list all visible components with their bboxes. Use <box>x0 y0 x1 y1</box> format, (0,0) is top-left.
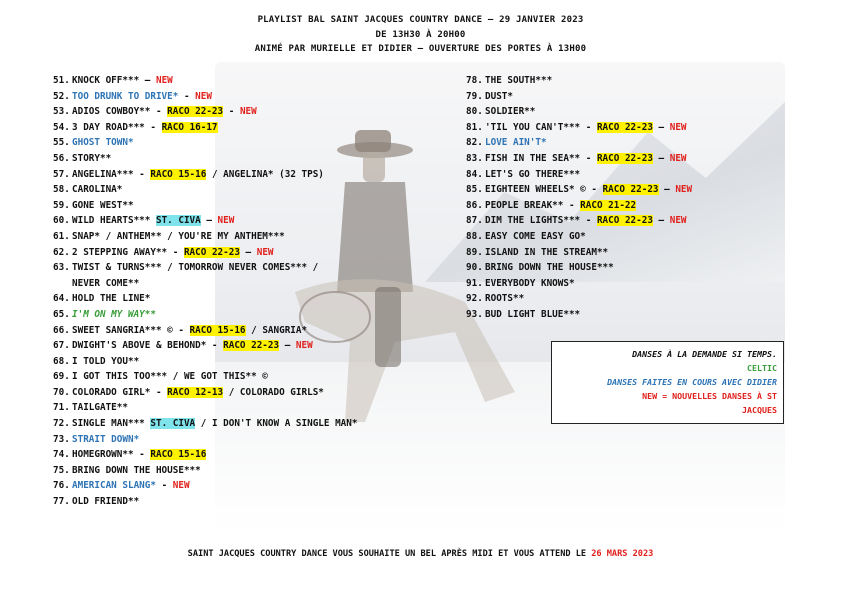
song-text: WILD HEARTS*** <box>72 215 156 227</box>
row-number: 56. <box>53 152 70 164</box>
playlist-row <box>53 307 357 323</box>
playlist-row <box>53 338 357 354</box>
legend-course: DANSES FAITES EN COURS AVEC DIDIER <box>607 377 777 387</box>
song-text: DIM THE LIGHTS*** - <box>485 215 597 227</box>
song-text: – <box>279 340 296 352</box>
song-text: ROOTS** <box>485 293 525 305</box>
club-tag: RACO 15-16 <box>150 449 207 461</box>
row-number: 58. <box>53 184 70 196</box>
club-tag: RACO 16-17 <box>161 121 218 133</box>
song-text: STORY** <box>72 152 112 164</box>
playlist-row <box>466 245 692 261</box>
song-text: / SANGRIA* <box>245 324 308 336</box>
song-text: TOO DRUNK TO DRIVE* <box>72 90 179 102</box>
song-text: LET'S GO THERE*** <box>485 168 581 180</box>
song-text: AMERICAN SLANG* <box>72 480 156 492</box>
playlist-row <box>466 89 692 105</box>
legend-celtic: CELTIC <box>747 363 777 373</box>
new-tag: NEW <box>675 184 693 196</box>
new-tag: NEW <box>217 215 235 227</box>
row-number: 65. <box>53 308 70 320</box>
song-text: – <box>200 215 218 227</box>
playlist-row <box>466 260 692 276</box>
row-number: 93. <box>466 308 483 320</box>
legend-new-cont: JACQUES <box>742 405 777 415</box>
row-number: 62. <box>53 246 70 258</box>
song-text: 'TIL YOU CAN'T*** - <box>485 121 597 133</box>
legend-new: NEW = NOUVELLES DANSES À ST <box>642 391 777 401</box>
row-number: 79. <box>466 90 483 102</box>
song-text: ANGELINA*** - <box>72 168 151 180</box>
footer-text: SAINT JACQUES COUNTRY DANCE VOUS SOUHAITE UN BEL APRÈS MIDI ET VOUS ATTEND LE <box>187 549 592 559</box>
song-text: DWIGHT'S ABOVE & BEHOND* - <box>72 340 224 352</box>
playlist-row <box>466 167 692 183</box>
row-number: 67. <box>53 340 70 352</box>
playlist-row <box>466 135 692 151</box>
club-tag: RACO 22-23 <box>596 152 653 164</box>
row-number: 68. <box>53 355 70 367</box>
song-text: TWIST & TURNS*** / TOMORROW NEVER COMES*** / <box>72 262 319 274</box>
playlist-right-column <box>466 73 692 323</box>
playlist-row <box>53 463 357 479</box>
playlist-row <box>53 494 357 510</box>
playlist-row <box>53 354 357 370</box>
song-text: EIGHTEEN WHEELS* © - <box>485 184 603 196</box>
song-text: HOMEGROWN** - <box>72 449 151 461</box>
club-tag: RACO 12-13 <box>167 386 224 398</box>
row-number: 77. <box>53 496 70 508</box>
row-number: 69. <box>53 371 70 383</box>
song-text: HOLD THE LINE* <box>72 293 151 305</box>
song-text: - <box>223 106 240 118</box>
row-number: 60. <box>53 215 70 227</box>
song-text: OLD FRIEND** <box>72 496 140 508</box>
row-number: 66. <box>53 324 70 336</box>
playlist-row <box>53 89 357 105</box>
row-number: 78. <box>466 75 483 86</box>
playlist-row <box>53 478 357 494</box>
playlist-row <box>53 260 357 276</box>
song-text: – <box>652 152 670 164</box>
playlist-row <box>53 182 357 198</box>
song-text: DUST* <box>485 90 513 102</box>
new-tag: NEW <box>669 215 687 227</box>
club-tag: RACO 22-23 <box>602 184 659 196</box>
row-number: 83. <box>466 152 483 164</box>
song-text: – <box>652 215 670 227</box>
row-number: 89. <box>466 246 483 258</box>
song-text: TAILGATE** <box>72 402 128 414</box>
song-text: – <box>652 121 670 133</box>
row-number: 82. <box>466 137 483 149</box>
song-text: - <box>178 90 196 102</box>
song-text: FISH IN THE SEA** - <box>485 152 597 164</box>
playlist-row <box>53 276 357 292</box>
song-text: EVERYBODY KNOWS* <box>485 277 575 289</box>
club-tag: ST. CIVA <box>150 418 196 430</box>
song-text: I GOT THIS TOO*** / WE GOT THIS** © <box>72 371 268 383</box>
row-number: 86. <box>466 199 483 211</box>
playlist-row <box>53 120 357 136</box>
song-text: GHOST TOWN* <box>72 137 134 149</box>
row-number: 92. <box>466 293 483 305</box>
playlist-row <box>466 120 692 136</box>
song-text: EASY COME EASY GO* <box>485 230 586 242</box>
club-tag: RACO 22-23 <box>183 246 240 258</box>
footer-message <box>0 549 841 559</box>
song-text: BRING DOWN THE HOUSE*** <box>485 262 614 274</box>
song-text: – <box>239 246 257 258</box>
header-title: PLAYLIST BAL SAINT JACQUES COUNTRY DANCE – 29 JANVIER 2023 <box>257 15 584 25</box>
new-tag: NEW <box>295 340 313 352</box>
row-number: 61. <box>53 230 70 242</box>
row-number: 91. <box>466 277 483 289</box>
playlist-row <box>53 229 357 245</box>
row-number: 90. <box>466 262 483 274</box>
playlist-row <box>53 323 357 339</box>
song-text: SWEET SANGRIA*** © - <box>72 324 190 336</box>
playlist-row <box>53 432 357 448</box>
row-number: 87. <box>466 215 483 227</box>
song-text: THE SOUTH*** <box>485 75 553 86</box>
legend-request: DANSES À LA DEMANDE SI TEMPS. <box>632 349 777 359</box>
song-text: ISLAND IN THE STREAM** <box>485 246 609 258</box>
playlist-row <box>53 198 357 214</box>
song-text: BUD LIGHT BLUE*** <box>485 308 581 320</box>
row-number: 52. <box>53 90 70 102</box>
club-tag: RACO 22-23 <box>223 340 280 352</box>
song-text: SOLDIER** <box>485 106 536 118</box>
row-number: 54. <box>53 121 70 133</box>
playlist-row <box>466 213 692 229</box>
row-number: 51. <box>53 75 70 86</box>
playlist-row <box>53 135 357 151</box>
playlist-row <box>53 213 357 229</box>
song-text: COLORADO GIRL* - <box>72 386 168 398</box>
song-text: – <box>658 184 676 196</box>
row-number: 64. <box>53 293 70 305</box>
row-number: 55. <box>53 137 70 149</box>
row-number: 71. <box>53 402 70 414</box>
row-number: 59. <box>53 199 70 211</box>
legend-box <box>551 341 784 424</box>
new-tag: NEW <box>669 152 687 164</box>
row-number: 76. <box>53 480 70 492</box>
new-tag: NEW <box>195 90 212 102</box>
row-number: 84. <box>466 168 483 180</box>
row-number: 75. <box>53 464 70 476</box>
playlist-row <box>53 167 357 183</box>
song-text: STRAIT DOWN* <box>72 433 140 445</box>
club-tag: RACO 21-22 <box>580 199 637 211</box>
song-text: 2 STEPPING AWAY** - <box>72 246 184 258</box>
song-text: I TOLD YOU** <box>72 355 140 367</box>
playlist-row <box>53 416 357 432</box>
header-time: DE 13H30 À 20H00 <box>375 30 466 40</box>
playlist-row <box>53 400 357 416</box>
song-text: / I DON'T KNOW A SINGLE MAN* <box>195 418 358 430</box>
song-text: SINGLE MAN*** <box>72 418 151 430</box>
song-text: NEVER COME** <box>72 277 140 289</box>
playlist-row <box>466 73 692 89</box>
club-tag: RACO 15-16 <box>150 168 207 180</box>
row-number: 72. <box>53 418 70 430</box>
playlist-row <box>466 151 692 167</box>
row-number: 53. <box>53 106 70 118</box>
row-number: 80. <box>466 106 483 118</box>
playlist-row <box>466 276 692 292</box>
playlist-row <box>53 369 357 385</box>
song-text: CAROLINA* <box>72 184 123 196</box>
row-number: 74. <box>53 449 70 461</box>
playlist-row <box>466 198 692 214</box>
playlist-row <box>53 104 357 120</box>
club-tag: RACO 15-16 <box>189 324 246 336</box>
row-number: 70. <box>53 386 70 398</box>
playlist-row <box>466 307 692 323</box>
row-number: 85. <box>466 184 483 196</box>
playlist-row <box>53 73 357 89</box>
song-text: PEOPLE BREAK** - <box>485 199 581 211</box>
row-number: 63. <box>53 262 70 274</box>
header-hosts: ANIMÉ PAR MURIELLE ET DIDIER – OUVERTURE DES PORTES À 13H00 <box>254 44 587 54</box>
song-text: 3 DAY ROAD*** - <box>72 121 162 133</box>
playlist-row <box>53 447 357 463</box>
song-text: LOVE AIN'T* <box>485 137 547 149</box>
playlist-row <box>466 182 692 198</box>
song-text: I'M ON MY WAY** <box>72 308 156 320</box>
row-number: 88. <box>466 230 483 242</box>
song-text: KNOCK OFF*** – <box>72 75 156 86</box>
club-tag: RACO 22-23 <box>596 121 653 133</box>
playlist-row <box>466 104 692 120</box>
row-number: 57. <box>53 168 70 180</box>
playlist-row <box>466 229 692 245</box>
playlist-left-column <box>53 73 357 510</box>
playlist-row <box>466 291 692 307</box>
new-tag: NEW <box>256 246 274 258</box>
song-text: ADIOS COWBOY** - <box>72 106 168 118</box>
playlist-row <box>53 385 357 401</box>
new-tag: NEW <box>172 480 190 492</box>
club-tag: RACO 22-23 <box>596 215 653 227</box>
song-text: GONE WEST** <box>72 199 134 211</box>
playlist-row <box>53 151 357 167</box>
song-text: / ANGELINA* (32 TPS) <box>206 168 324 180</box>
new-tag: NEW <box>669 121 687 133</box>
new-tag: NEW <box>239 106 257 118</box>
song-text: - <box>155 480 173 492</box>
song-text: / COLORADO GIRLS* <box>223 386 324 398</box>
row-number: 73. <box>53 433 70 445</box>
playlist-row <box>53 245 357 261</box>
club-tag: ST. CIVA <box>155 215 201 227</box>
row-number: 81. <box>466 121 483 133</box>
song-text: SNAP* / ANTHEM** / YOU'RE MY ANTHEM*** <box>72 230 285 242</box>
song-text: BRING DOWN THE HOUSE*** <box>72 464 201 476</box>
new-tag: NEW <box>155 75 173 86</box>
playlist-row <box>53 291 357 307</box>
club-tag: RACO 22-23 <box>167 106 224 118</box>
footer-date: 26 MARS 2023 <box>591 549 654 559</box>
